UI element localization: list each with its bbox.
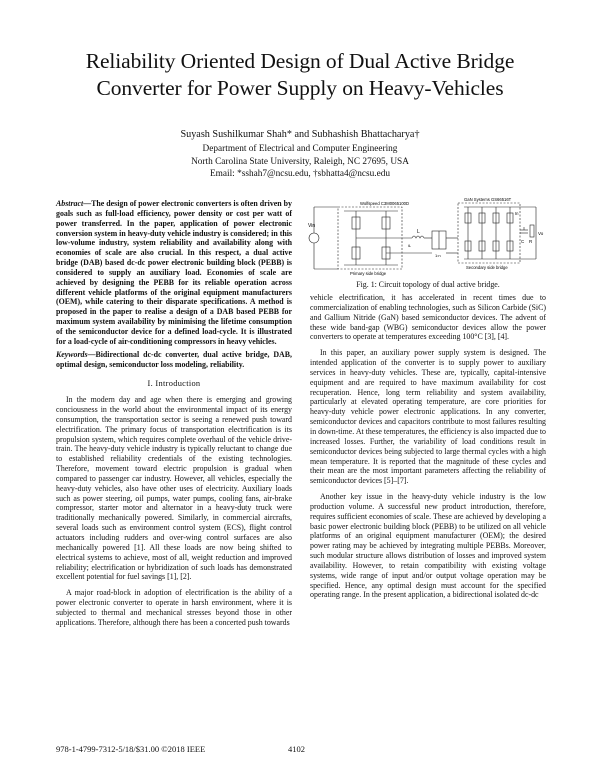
copyright-line: 978-1-4799-7312-5/18/$31.00 ©2018 IEEE <box>56 744 206 754</box>
figure-label-capacitor: C <box>521 239 525 244</box>
affiliation-line-1: Department of Electrical and Computer Engineering <box>202 144 398 154</box>
section-heading: I. Introduction <box>147 379 201 389</box>
abstract-label: Abstract <box>56 199 84 208</box>
left-column <box>56 199 292 634</box>
paper-title <box>40 48 560 102</box>
figure-caption: Fig. 1: Circuit topology of dual active bridge. <box>356 280 500 289</box>
figure-label-il: iL <box>408 243 412 248</box>
title-line-1: Reliability Oriented Design of Dual Active Bridge <box>85 49 515 73</box>
figure-label-turns-ratio: 1:n <box>435 253 441 258</box>
keywords <box>56 350 292 370</box>
figure-label-resistor: R <box>529 239 533 244</box>
figure-label-wolfspeed: Wolfspeed C3M0065100D <box>360 201 410 206</box>
title-line-2: Converter for Power Supply on Heavy-Vehicles <box>96 76 504 100</box>
figure-label-gan: GaN Systems GS66516T <box>464 197 512 202</box>
abstract-text: —The design of power electronic converters is often driven by goals such as full-load efficiency, power density or cost per watt of power transferred. In the paper, application of power electronic conversion system in heavy-duty vehicle industry is considered; in this low-volume industry, system reliability and availability along with economies of scale are also crucial. In this respect, a dual active bridge (DAB) based dc-dc power electronic building block (PEBB) is considered to supply an auxiliary load. Economies of scale are achieved by designing the PEBB for its reliable operation across different vehicle platforms of the original equipment manufacturers (OEM), while catering to their disparate specifications. A method is proposed in the paper to realise a design of a DAB based PEBB for maximum system availability by minimising the lifetime consumption of the semiconductor device for a defined load-cycle. It is illustrated for a load-cycle of air-conditioning compressors in heavy vehicles. <box>56 199 292 346</box>
paragraph: In the modern day and age when there is emerging and growing conciousness in the world about the environmental impact of its energy consumption, the transportation sector is seeing a renewed push toward electrification. The primary focus of transportation electrification is its propulsion system, which requires complete overhaul of the vehicle drive-train. The heavy-duty vehicle industry is typically reluctant to change due to established reliability credentials of the existing technologies. Therefore, movement toward electric propulsion is gradual when compared to passenger car industry. However, all vehicles, especially the heavy-duty vehicles, also have other uses of electricity. Auxiliary loads such as power steering, oil pumps, water pumps, cooling fans, air-brake compressor, starter motor and alternator in a heavy-duty truck were traditionally mechanically powered. Similarly, in commercial aircrafts, several loads such as environment control system (ECS), flight control actuators including rudders and over-wing control surfaces are also mechanically powered [1]. All these loads are now being shifted to electrical systems to achieve, most of all, weight reduction and improved reliability; electrification or hybridization of such loads has demonstrated excellent potential for fuel savings [1], [2]. <box>56 395 292 582</box>
paragraph: Another key issue in the heavy-duty vehicle industry is the low production volume. A successful new product introduction, therefore, requires sufficient economies of scale. These are achieved by developing a basic power electronic building block (PEBB) to be utilized on all vehicle platforms of an original equipment manufacturer (OEM); the desired power rating may be achieved by integrating multiple PEBBs. Moreover, such modular structure allows distribution of losses and improved system availability. However, to retain compatibility with existing voltage systems, wide range of input and/or output voltage operation may be specified. Hence, any optimal design must account for the specified operating range. In the present application, a bidirectional isolated dc-dc <box>310 492 546 600</box>
authors: Suyash Sushilkumar Shah* and Subhashish Bhattacharya† <box>180 129 420 140</box>
figure-label-primary: Primary side bridge <box>350 271 387 276</box>
right-column <box>310 293 546 606</box>
affiliation <box>40 143 560 181</box>
figure-label-vo: Vo <box>538 231 544 236</box>
figure-label-secondary: Secondary side bridge <box>466 265 508 270</box>
figure-label-inductor: L <box>417 229 420 235</box>
affiliation-line-2: North Carolina State University, Raleigh, NC 27695, USA <box>191 156 409 167</box>
paragraph: vehicle electrification, it has accelerated in recent times due to commercialization of enabling technologies, such as Silicon Carbide (SiC) and Gallium Nitride (GaN) based semiconductor devices. The advent of these wide band-gap (WBG) semiconductor devices allow the power converters to operate at temperatures exceeding 100°C [3], [4]. <box>310 293 546 342</box>
page-number: 4102 <box>288 744 305 754</box>
keywords-text: —Bidirectional dc-dc converter, dual active bridge, DAB, optimal design, semiconductor loss modeling, reliability. <box>56 349 292 369</box>
paragraph: A major road-block in adoption of electrification is the ability of a power electronic converter to operate in harsh environment, where it is subjected to thermal and mechanical stresses beyond those in other applications. Therefore, although there has been a concerted push towards <box>56 588 292 627</box>
figure-label-vin: Vin <box>308 223 316 229</box>
keywords-label: Keywords <box>56 349 88 359</box>
figure-label-output-current: In <box>515 211 519 216</box>
abstract <box>56 199 292 347</box>
affiliation-email: Email: *sshah7@ncsu.edu, †sbhatta4@ncsu.edu <box>209 169 391 180</box>
paragraph: In this paper, an auxiliary power supply system is designed. The intended application of the converter is to supply power to auxiliary services in heavy-duty vehicles. These are, typically, capital-intensive equipment and are required to have maximum availability for cost recuperation. Hence, long term reliability and system availability, particularly at elevated operating temperature, are core priorities for heavy-duty vehicle power electronic applications. In any converter, semiconductor devices and capacitors contribute to most failures resulting in down-time. At these temperatures, the efficiency is also impacted due to increased losses. Further, the variability of load conditions result in semiconductor devices being subjected to large thermal cycles with a high mean temperature. It is reported that the magnitude of these cycles and their mean are the most important parameters affecting the reliability of semiconductor devices [5]–[7]. <box>310 348 546 486</box>
circuit-figure <box>308 197 548 276</box>
